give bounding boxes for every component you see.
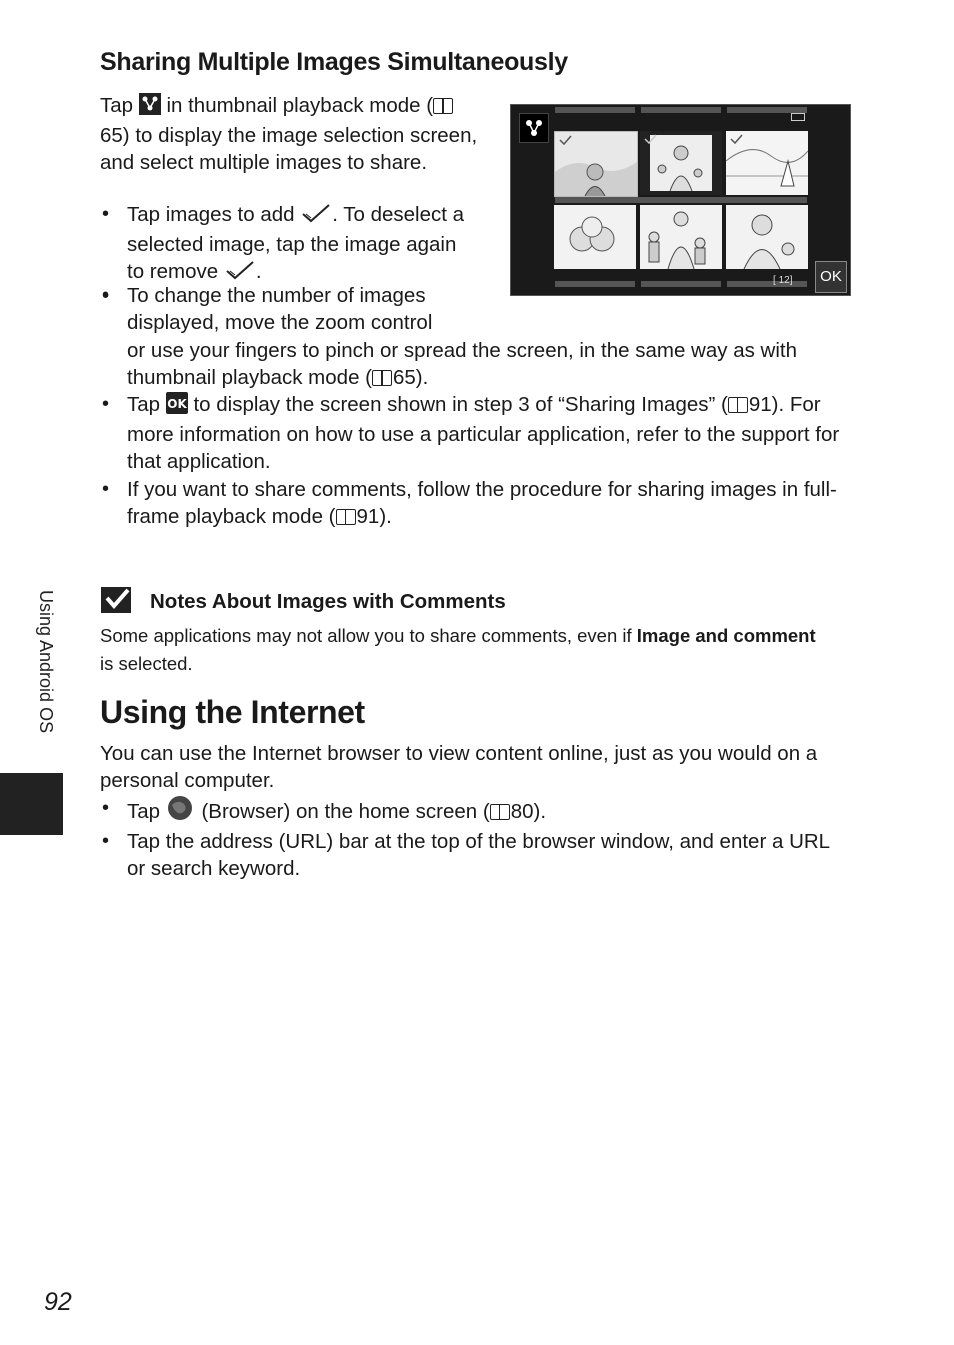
- notes-text-pre: Some applications may not allow you to share comments, even if: [100, 625, 637, 646]
- ref-text: 91). For more information on how to use a particular application, refer to the support for that application.: [127, 393, 840, 474]
- notes-title: Notes About Images with Comments: [150, 590, 506, 613]
- internet-heading: Using the Internet: [100, 694, 365, 730]
- notes-text-bold: Image and comment: [636, 625, 816, 646]
- thumbnail[interactable]: [554, 131, 638, 197]
- bullet-list-sharing-2: [100, 391, 852, 530]
- intro-paragraph: [100, 92, 480, 177]
- book-ref-icon: [336, 509, 356, 525]
- bullet-text: To change the number of images displayed, move the zoom control: [127, 284, 433, 335]
- thumbnail[interactable]: [640, 205, 722, 269]
- camera-screen-illustration: [510, 104, 851, 296]
- book-ref-icon: [433, 98, 453, 114]
- thumbnail[interactable]: [640, 131, 722, 195]
- bullet-text: Tap: [127, 800, 166, 823]
- book-ref-icon: [490, 804, 510, 820]
- browser-icon: [166, 795, 196, 828]
- share-mode-icon: [519, 113, 549, 143]
- side-tab: [30, 590, 60, 770]
- note-checkmark-icon: [100, 585, 134, 620]
- bullet-2-start: [102, 282, 467, 336]
- book-ref-icon: [372, 370, 392, 386]
- bullet-list-internet: [100, 795, 852, 883]
- thumbnail[interactable]: [726, 131, 808, 195]
- page-number: 92: [44, 1288, 72, 1316]
- scrollbar-middle: [555, 197, 807, 203]
- svg-text:OK: OK: [167, 397, 187, 411]
- list-item: [100, 391, 852, 476]
- ok-button[interactable]: OK: [815, 261, 847, 293]
- image-counter: [ 12]: [773, 275, 793, 286]
- bullet-text: If you want to share comments, follow the procedure for sharing images in full-frame playback mode (: [127, 477, 837, 528]
- notes-text: [100, 622, 820, 678]
- bullet-text: . To deselect a selected image, tap the image again to remove: [127, 203, 465, 284]
- ok-icon: [166, 392, 188, 421]
- checkmark-icon: [300, 202, 332, 231]
- book-ref-icon: [728, 397, 748, 413]
- ref-text: 91).: [356, 504, 392, 528]
- bullet-text: to display the screen shown in step 3 of “Sharing Images” (: [187, 393, 728, 416]
- list-item: [100, 828, 852, 882]
- bullet-text: .: [255, 260, 262, 284]
- intro-ref-text: 65) to display the image selection screen, and select multiple images to share.: [100, 124, 478, 175]
- ref-text: 80).: [510, 800, 547, 823]
- section-heading: Sharing Multiple Images Simultaneously: [100, 48, 568, 76]
- bullet-dot: •: [102, 284, 110, 307]
- counter-value: 12: [778, 275, 790, 286]
- bullet-text: Tap the address (URL) bar at the top of the browser window, and enter a URL or search keyword.: [127, 830, 830, 881]
- internet-paragraph: You can use the Internet browser to view content online, just as you would on a personal computer.: [100, 742, 818, 793]
- intro-after-icon: in thumbnail playback mode: [160, 94, 421, 117]
- bullet-text: (Browser) on the home screen (: [195, 800, 490, 823]
- thumbnail[interactable]: [726, 205, 808, 269]
- bullet-text: Tap: [127, 393, 166, 416]
- bullet-2-end: or use your fingers to pinch or spread the screen, in the same way as with thumbnail playback mode ( 65).: [127, 339, 798, 390]
- battery-icon: [791, 113, 805, 121]
- notes-text-post: is selected.: [100, 653, 193, 674]
- side-tab-marker: [0, 773, 63, 835]
- list-item: [100, 201, 470, 289]
- scrollbar-bottom: [555, 281, 635, 287]
- scrollbar-top: [641, 107, 721, 113]
- scrollbar-bottom: [727, 281, 807, 287]
- list-item: [100, 476, 852, 530]
- thumbnail[interactable]: [554, 205, 636, 269]
- list-item: [100, 795, 852, 828]
- intro-tap-text: Tap: [100, 94, 134, 117]
- ref-text: 65).: [393, 366, 429, 390]
- side-tab-label: Using Android OS: [36, 590, 56, 734]
- share-icon: [139, 93, 161, 122]
- scrollbar-bottom: [641, 281, 721, 287]
- bullet-text: Tap images to add: [127, 203, 301, 226]
- paren: (: [426, 94, 434, 117]
- bullet-list-sharing: [100, 201, 470, 289]
- scrollbar-top: [555, 107, 635, 113]
